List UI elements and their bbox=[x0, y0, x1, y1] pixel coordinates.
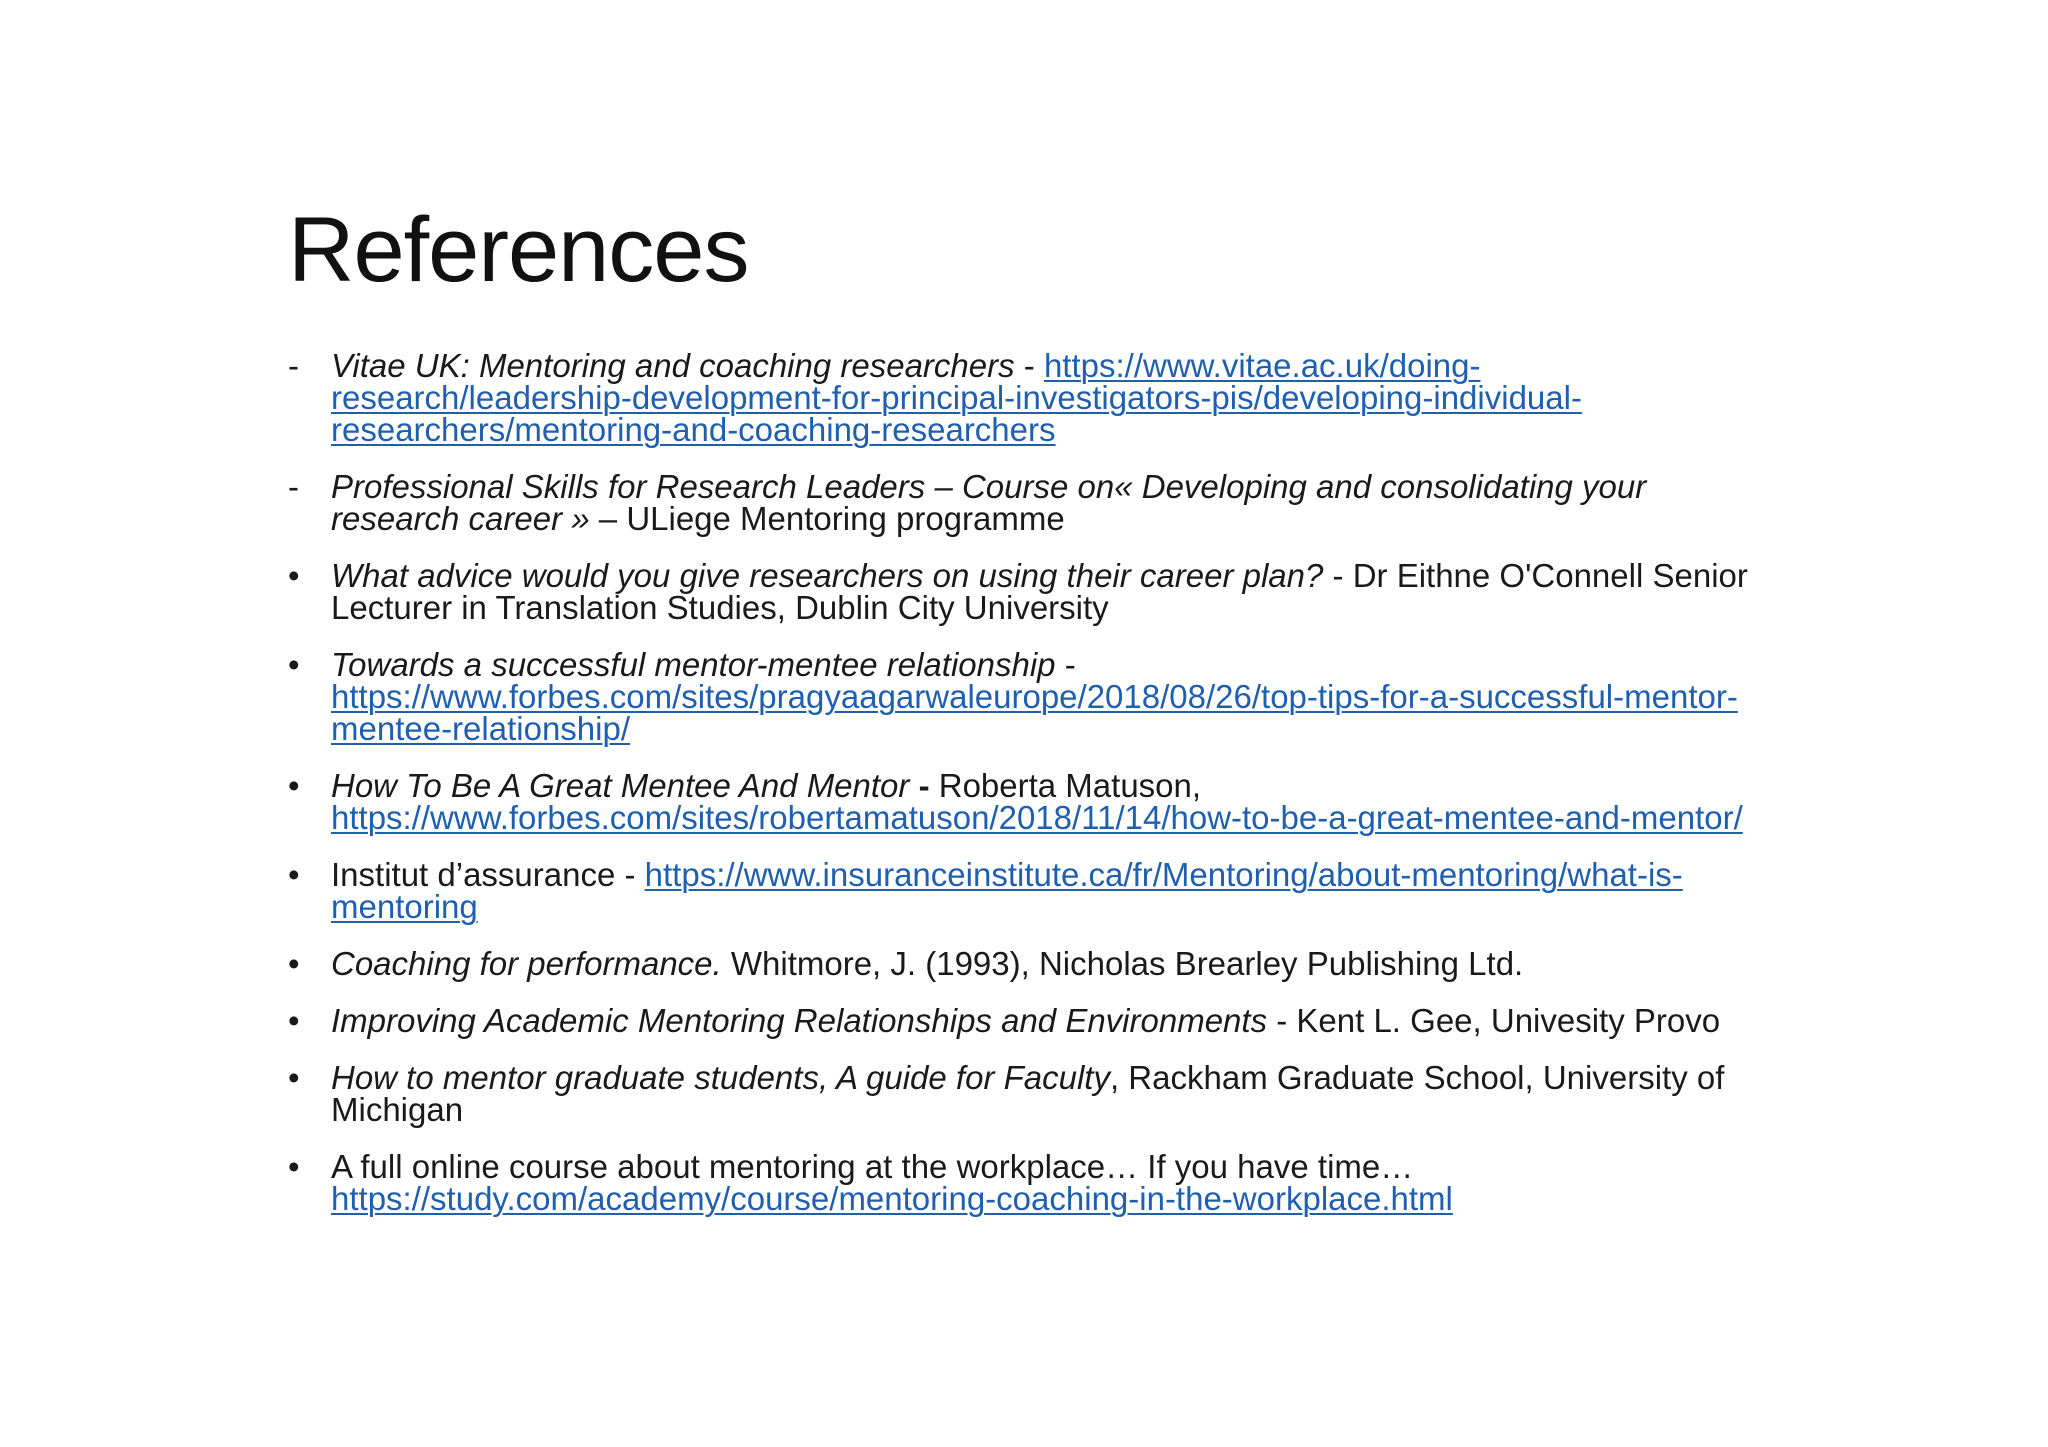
dash-marker: - bbox=[288, 347, 299, 384]
reference-title: Coaching for performance. bbox=[331, 945, 722, 982]
reference-link[interactable]: https://study.com/academy/course/mentoring-coaching-in-the-workplace.html bbox=[331, 1180, 1453, 1217]
bullet-marker: • bbox=[288, 1002, 300, 1039]
reference-title: Improving Academic Mentoring Relationships and Environments bbox=[331, 1002, 1268, 1039]
bullet-marker: • bbox=[288, 557, 300, 594]
reference-detail: - Kent L. Gee, Univesity Provo bbox=[1267, 1002, 1721, 1039]
reference-detail: - Dr Eithne O'Connell Senior Lecturer in Translation Studies, Dublin City University bbox=[331, 557, 1748, 626]
bullet-marker: • bbox=[288, 945, 300, 982]
reference-link[interactable]: https://www.insuranceinstitute.ca/fr/Mentoring/about-mentoring/what-is-mentoring bbox=[331, 856, 1683, 925]
reference-detail: A full online course about mentoring at the workplace… If you have time… bbox=[331, 1148, 1414, 1185]
reference-title: How To Be A Great Mentee And Mentor bbox=[331, 767, 910, 804]
dash-marker: - bbox=[288, 468, 299, 505]
list-item bbox=[288, 1059, 1748, 1128]
bullet-marker: • bbox=[288, 1148, 300, 1185]
reference-detail: Institut d’assurance - bbox=[331, 856, 645, 893]
separator: - bbox=[909, 767, 939, 804]
reference-title: Vitae UK: Mentoring and coaching researchers bbox=[331, 347, 1015, 384]
list-item bbox=[288, 767, 1748, 836]
reference-detail: , Rackham Graduate School, University of Michigan bbox=[331, 1059, 1725, 1128]
reference-title: Towards a successful mentor-mentee relationship bbox=[331, 646, 1056, 683]
reference-link[interactable]: https://www.forbes.com/sites/robertamatuson/2018/11/14/how-to-be-a-great-mentee-and-mentor/ bbox=[331, 799, 1743, 836]
bullet-marker: • bbox=[288, 767, 300, 804]
reference-title: How to mentor graduate students, A guide for Faculty bbox=[331, 1059, 1110, 1096]
list-item bbox=[288, 468, 1748, 537]
bullet-marker: • bbox=[288, 1059, 300, 1096]
reference-detail: – ULiege Mentoring programme bbox=[589, 500, 1065, 537]
reference-title: Professional Skills for Research Leaders – Course on« Developing and consolidating your research career » bbox=[331, 468, 1647, 537]
page-title: References bbox=[288, 199, 749, 301]
separator: - bbox=[1055, 646, 1076, 683]
reference-link[interactable]: https://www.forbes.com/sites/pragyaagarwaleurope/2018/08/26/top-tips-for-a-successful-mentor-mentee-relationship/ bbox=[331, 678, 1738, 747]
bullet-marker: • bbox=[288, 856, 300, 893]
list-item bbox=[288, 1148, 1748, 1217]
list-item bbox=[288, 856, 1748, 925]
list-item bbox=[288, 557, 1748, 626]
reference-list bbox=[288, 347, 1748, 1240]
reference-title: What advice would you give researchers on using their career plan? bbox=[331, 557, 1324, 594]
list-item bbox=[288, 347, 1748, 448]
separator: - bbox=[1014, 347, 1044, 384]
reference-detail: Whitmore, J. (1993), Nicholas Brearley Publishing Ltd. bbox=[721, 945, 1524, 982]
reference-detail: Roberta Matuson, bbox=[938, 767, 1202, 804]
list-item bbox=[288, 1002, 1748, 1039]
list-item bbox=[288, 945, 1748, 982]
list-item bbox=[288, 646, 1748, 747]
bullet-marker: • bbox=[288, 646, 300, 683]
reference-link[interactable]: https://www.vitae.ac.uk/doing-research/leadership-development-for-principal-investigators-pis/developing-individual-researchers/mentoring-and-coaching-researchers bbox=[331, 347, 1582, 448]
